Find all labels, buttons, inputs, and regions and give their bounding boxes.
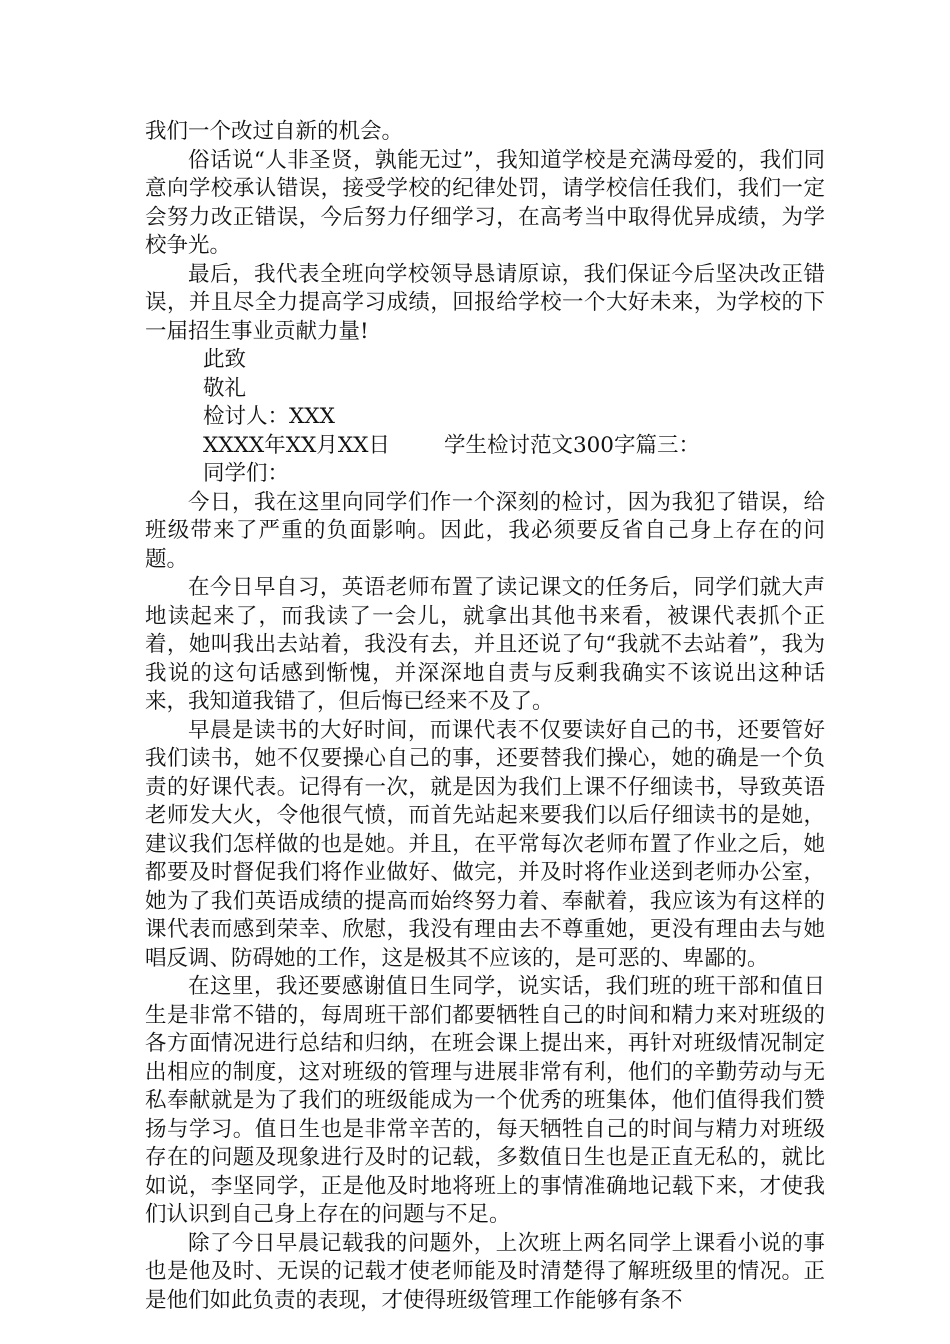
paragraph: 最后，我代表全班向学校领导恳请原谅，我们保证今后坚决改正错误，并且尽全力提高学习成绩，回报给学校一个大好未来，为学校的下一届招生事业贡献力量! [145, 261, 825, 344]
closing-line: 敬礼 [203, 375, 247, 401]
salutation-line: 同学们： [203, 461, 290, 486]
signer-line: 检讨人：XXX [203, 404, 335, 429]
paragraph: 除了今日早晨记载我的问题外，上次班上两名同学上课看小说的事也是他及时、无误的记载才使老师能及时清楚得了解班级里的情况。正是他们如此负责的表现，才使得班级管理工作能够有条不 [145, 1230, 825, 1313]
date-text: XXXX年XX月XX日 [203, 432, 390, 458]
paragraph: 早晨是读书的大好时间，而课代表不仅要读好自己的书，还要管好我们读书，她不仅要操心自己的事，还要替我们操心，她的确是一个负责的好课代表。记得有一次，就是因为我们上课不仔细读书，导致英语老师发大火，令他很气愤，而首先站起来要我们以后仔细读书的是她，建议我们怎样做的也是她。并且，在平常每次老师布置了作业之后，她都要及时督促我们将作业做好、做完，并及时将作业送到老师办公室，她为了我们英语成绩的提高而始终努力着、奉献着，我应该为有这样的课代表而感到荣幸、欣慰，我没有理由去不尊重她，更没有理由去与她唱反调、防碍她的工作，这是极其不应该的，是可恶的、卑鄙的。 [145, 717, 825, 971]
paragraph: 俗话说“人非圣贤，孰能无过”，我知道学校是充满母爱的，我们同意向学校承认错误，接受学校的纪律处罚，请学校信任我们，我们一定会努力改正错误，今后努力仔细学习，在高考当中取得优异成绩，为学校争光。 [145, 147, 825, 258]
date-title-line [145, 432, 825, 461]
paragraph: 今日，我在这里向同学们作一个深刻的检讨，因为我犯了错误，给班级带来了严重的负面影响。因此，我必须要反省自己身上存在的问题。 [145, 489, 825, 572]
closing-line: 此致 [203, 347, 247, 372]
paragraph: 在今日早自习，英语老师布置了读记课文的任务后，同学们就大声地读起来了，而我读了一会儿，就拿出其他书来看，被课代表抓个正着，她叫我出去站着，我没有去，并且还说了句“我就不去站着”，我为我说的这句话感到惭愧，并深深地自责与反剩我确实不该说出这种话来，我知道我错了，但后悔已经来不及了。 [145, 575, 825, 714]
document-body [145, 118, 825, 1315]
section-title: 学生检讨范文300字篇三： [443, 432, 700, 458]
paragraph: 在这里，我还要感谢值日生同学，说实话，我们班的班干部和值日生是非常不错的，每周班干部们都要牺牲自己的时间和精力来对班级的各方面情况进行总结和归纳，在班会课上提出来，再针对班级情况制定出相应的制度，这对班级的管理与进展非常有利，他们的辛勤劳动与无私奉献就是为了我们的班级能成为一个优秀的班集体，他们值得我们赞扬与学习。值日生也是非常辛苦的，每天牺牲自己的时间与精力对班级存在的问题及现象进行及时的记载，多数值日生也是正直无私的，就比如说，李坚同学，正是他及时地将班上的事情准确地记载下来，才使我们认识到自己身上存在的问题与不足。 [145, 974, 825, 1227]
paragraph-continued: 我们一个改过自新的机会。 [145, 119, 404, 144]
